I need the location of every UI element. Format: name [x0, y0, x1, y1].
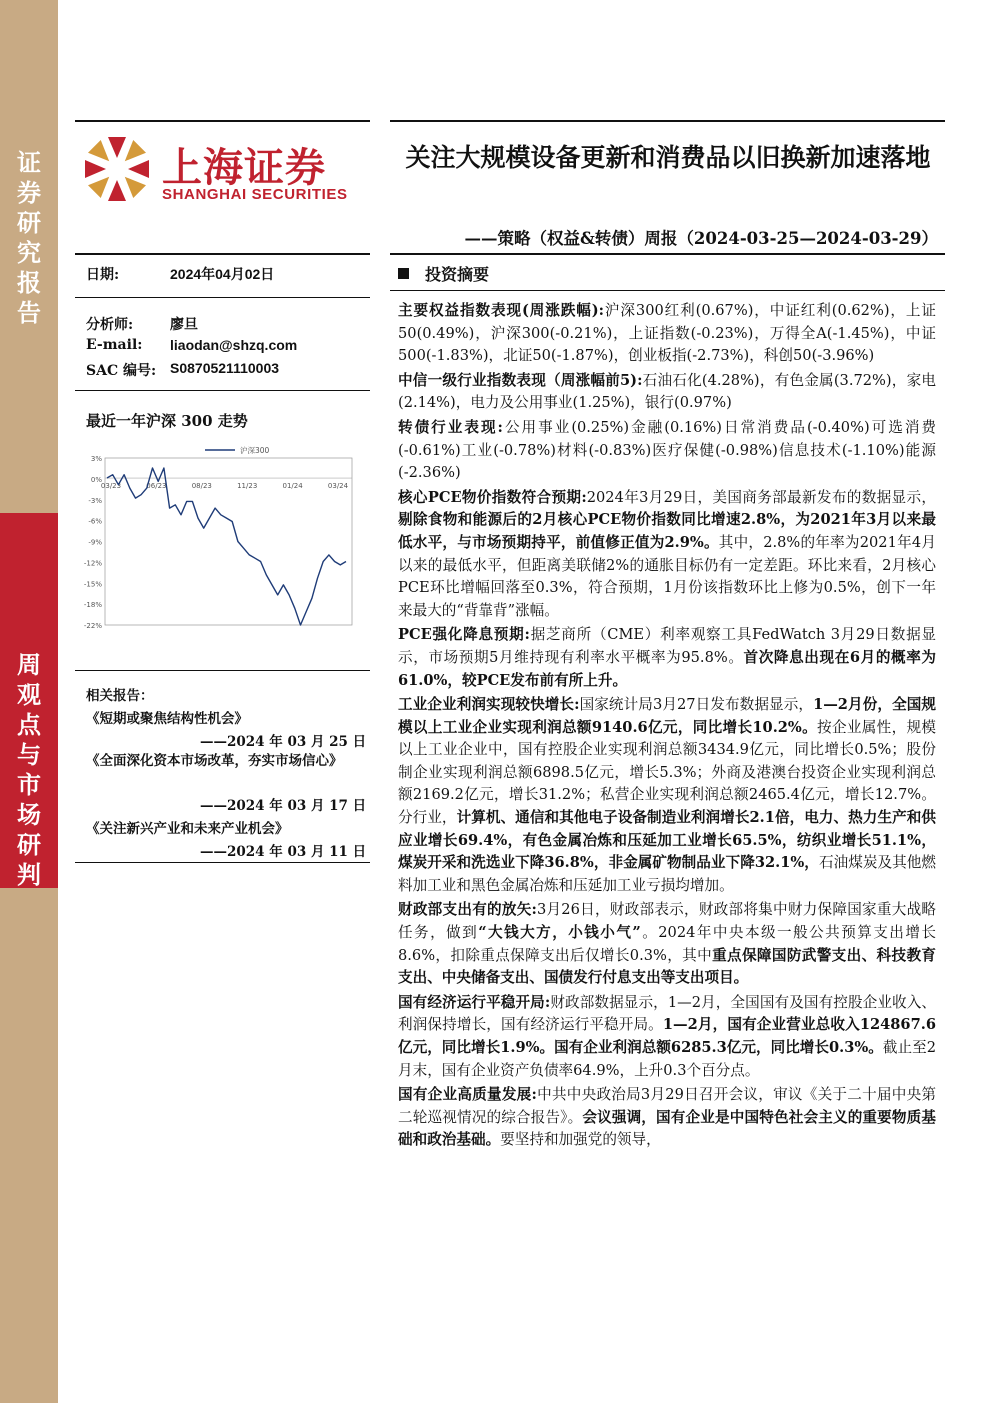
paragraph-text: 截止至2月末，国有企业资产负债率64.9%，上升0.3个百分点。	[398, 1039, 936, 1079]
related-header: 相关报告：	[86, 688, 154, 704]
paragraph-text: 3月26日，财政部表示，财政部将集中财力保障国家重大战略任务，做到	[398, 901, 936, 942]
bold-text: 国有企业高质量发展:	[398, 1086, 537, 1104]
bold-text: “大钱大方，小钱小气”	[478, 924, 641, 942]
date-value: 2024年04月02日	[170, 266, 275, 282]
meta-divider-bottom	[75, 390, 370, 391]
paragraph-text: 按企业属性，规模以上工业企业中，国有控股企业实现利润总额3434.9亿元，同比增长0.5%；股份制企业实现利润总额6898.5亿元，增长5.3%；外商及港澳台投资企业实现利润总额2169.2亿元，增长31.2%；私营企业实现利润总额2465.4亿元，增长12.7%。分行业，	[398, 718, 936, 827]
sidebar-bottom-label: 周观点与市场研判	[17, 650, 41, 889]
x-tick-label: 01/24	[282, 482, 303, 491]
related-report-date: ——2024 年 03 月 17 日	[200, 798, 367, 814]
email-label: E-mail:	[86, 337, 143, 353]
bold-text: 计算机、通信和其他电子设备制造业利润增长2.1倍，电力、热力生产和供应业增长69.4%，有色金属冶炼和压延加工业增长65.5%，纺织业增长51.1%，煤炭开采和洗选业下降36.8%，非金属矿物制品业下降32.1%，	[398, 809, 936, 872]
series-line	[107, 468, 346, 625]
y-tick-label: -22%	[83, 622, 102, 630]
y-tick-label: 3%	[90, 455, 102, 463]
sac-value: S0870521110003	[170, 360, 280, 376]
paragraph-text: 沪深300红利(0.67%)，中证红利(0.62%)，上证50(0.49%)，沪深300(-0.21%)，上证指数(-0.23%)，万得全A(-1.45%)，中证500(-1.83%)，北证50(-1.87%)，创业板指(-2.73%)，科创50(-3.96%)	[398, 302, 937, 365]
paragraph-text: 石油煤炭及其他燃料加工业和黑色金属冶炼和压延加工业亏损均增加。	[398, 854, 936, 894]
paragraph-text: 中共中央政治局3月29日召开会议，审议《关于二十届中央第二轮巡视情况的综合报告》。	[398, 1086, 936, 1126]
bullet-square-icon	[398, 268, 409, 279]
bold-text: 剔除食物和能源后的2月核心PCE物价指数同比增速2.8%，为2021年3月以来最低水平，与市场预期持平，前值修正值为2.9%。	[398, 511, 936, 551]
y-tick-label: -12%	[83, 559, 102, 568]
x-tick-label: 11/23	[237, 482, 258, 491]
shanghai-securities-logo-icon	[80, 132, 154, 206]
paragraph-text: 2024年3月29日，美国商务部最新发布的数据显示，	[586, 488, 937, 506]
paragraph-text: 公用事业(0.25%)金融(0.16%)日常消费品(-0.40%)可选消费(-0.61%)工业(-0.78%)材料(-0.83%)医疗保健(-0.98%)信息技术(-1.10%)能源(-2.36%)	[398, 418, 937, 482]
related-report-title: 《关注新兴产业和未来产业机会》	[86, 821, 289, 837]
bold-text: 主要权益指数表现(周涨跌幅):	[398, 302, 605, 319]
header-rule-right	[390, 120, 945, 122]
y-tick-label: -15%	[83, 580, 102, 589]
related-report-date: ——2024 年 03 月 25 日	[200, 734, 367, 750]
paragraph-text: 其中，2.8%的年率为2021年4月以来的最低水平，但距离美联储2%的通胀目标仍有一定差距。环比来看，2月核心PCE环比增幅回落至0.3%，符合预期，1月份该指数环比上修为0.5%，创下一年来最大的“背靠背”涨幅。	[398, 533, 936, 619]
summary-paragraph	[398, 992, 936, 1082]
date-label: 日期:	[86, 267, 120, 283]
sidebar-top-label: 证券研究报告	[17, 148, 41, 327]
analyst-value: 廖旦	[170, 316, 198, 332]
bold-text: 国有经济运行平稳开局:	[398, 993, 551, 1011]
header-rule-left	[75, 120, 370, 122]
analyst-label: 分析师:	[86, 317, 134, 333]
summary-paragraph	[398, 899, 936, 989]
section-title: 投资摘要	[425, 265, 490, 284]
bold-text: 中信一级行业指数表现（周涨幅前5):	[398, 371, 643, 389]
bold-text: 财政部支出有的放矢:	[398, 901, 537, 919]
bold-text: 转债行业表现:	[398, 418, 503, 436]
bold-text: 1—2月份，全国规模以上工业企业实现利润总额9140.6亿元，同比增长10.2%。	[398, 696, 937, 736]
bold-text: 首次降息出现在6月的概率为61.0%，较PCE发布前有所上升。	[398, 648, 937, 689]
bold-text: 1—2月，国有企业营业总收入124867.6亿元，同比增长1.9%。国有企业利润总额6285.3亿元，同比增长0.3%。	[398, 1016, 936, 1056]
legend-label: 沪深300	[240, 446, 270, 455]
paragraph-text: 据芝商所（CME）利率观察工具FedWatch 3月29日数据显示，市场预期5月维持现有利率水平概率为95.8%。	[398, 626, 936, 666]
summary-paragraph	[398, 417, 936, 485]
bold-text: 核心PCE物价指数符合预期:	[398, 488, 587, 506]
paragraph-text: 石油石化(4.28%)，有色金属(3.72%)，家电(2.14%)，电力及公用事业(1.25%)，银行(0.97%)	[398, 371, 936, 412]
logo-text-cn: 上海证券	[162, 144, 326, 191]
related-report-title: 《短期或聚焦结构性机会》	[86, 711, 248, 727]
bold-text: PCE强化降息预期:	[398, 626, 530, 644]
x-tick-label: 08/23	[191, 482, 212, 491]
y-tick-label: 0%	[90, 475, 102, 484]
investment-summary-body	[398, 300, 936, 1152]
bold-text: 工业企业利润实现较快增长:	[398, 696, 580, 714]
plot-area	[105, 458, 352, 625]
summary-paragraph	[398, 370, 936, 415]
email-value: liaodan@shzq.com	[170, 337, 298, 353]
sac-label: SAC 编号:	[86, 363, 157, 379]
paragraph-text: 要坚持和加强党的领导，	[500, 1131, 661, 1149]
paragraph-text: 。2024年中央本级一般公共预算支出增长8.6%，扣除重点保障支出后仅增长0.3%，其中	[398, 924, 936, 964]
body-rule-top	[390, 253, 945, 255]
logo-text-en: SHANGHAI SECURITIES	[162, 186, 348, 203]
meta-rule-top	[75, 253, 370, 255]
meta-divider	[75, 297, 370, 298]
report-subtitle: ——策略（权益&转债）周报（2024-03-25—2024-03-29）	[464, 229, 938, 248]
chart-title: 最近一年沪深 300 走势	[86, 412, 248, 430]
y-tick-label: -18%	[83, 601, 102, 610]
section-divider	[390, 290, 945, 291]
related-divider	[75, 670, 370, 671]
paragraph-text: 国家统计局3月27日发布数据显示，	[579, 696, 814, 714]
bold-text: 会议强调，国有企业是中国特色社会主义的重要物质基础和政治基础。	[398, 1108, 936, 1149]
related-divider-bottom	[75, 862, 370, 863]
paragraph-text: 财政部数据显示，1—2月，全国国有及国有控股企业收入、利润保持增长，国有经济运行平稳开局。	[398, 993, 937, 1034]
x-tick-label: 03/23	[100, 482, 122, 491]
related-report-date: ——2024 年 03 月 11 日	[200, 844, 367, 860]
x-tick-label: 06/23	[146, 482, 167, 491]
summary-paragraph	[398, 300, 936, 368]
y-tick-label: -6%	[88, 517, 102, 526]
related-report-title: 《全面深化资本市场改革，夯实市场信心》	[86, 753, 343, 769]
summary-paragraph	[398, 624, 936, 692]
x-tick-label: 03/24	[327, 482, 349, 491]
bold-text: 重点保障国防武警支出、科技教育支出、中央储备支出、国债发行付息支出等支出项目。	[398, 946, 936, 987]
summary-paragraph	[398, 487, 936, 623]
report-title: 关注大规模设备更新和消费品以旧换新加速落地	[405, 143, 931, 172]
index-trend-chart	[70, 442, 360, 637]
summary-paragraph	[398, 694, 936, 897]
y-tick-label: -3%	[88, 496, 102, 505]
summary-paragraph	[398, 1084, 936, 1152]
y-tick-label: -9%	[88, 538, 102, 547]
section-heading	[398, 262, 489, 285]
